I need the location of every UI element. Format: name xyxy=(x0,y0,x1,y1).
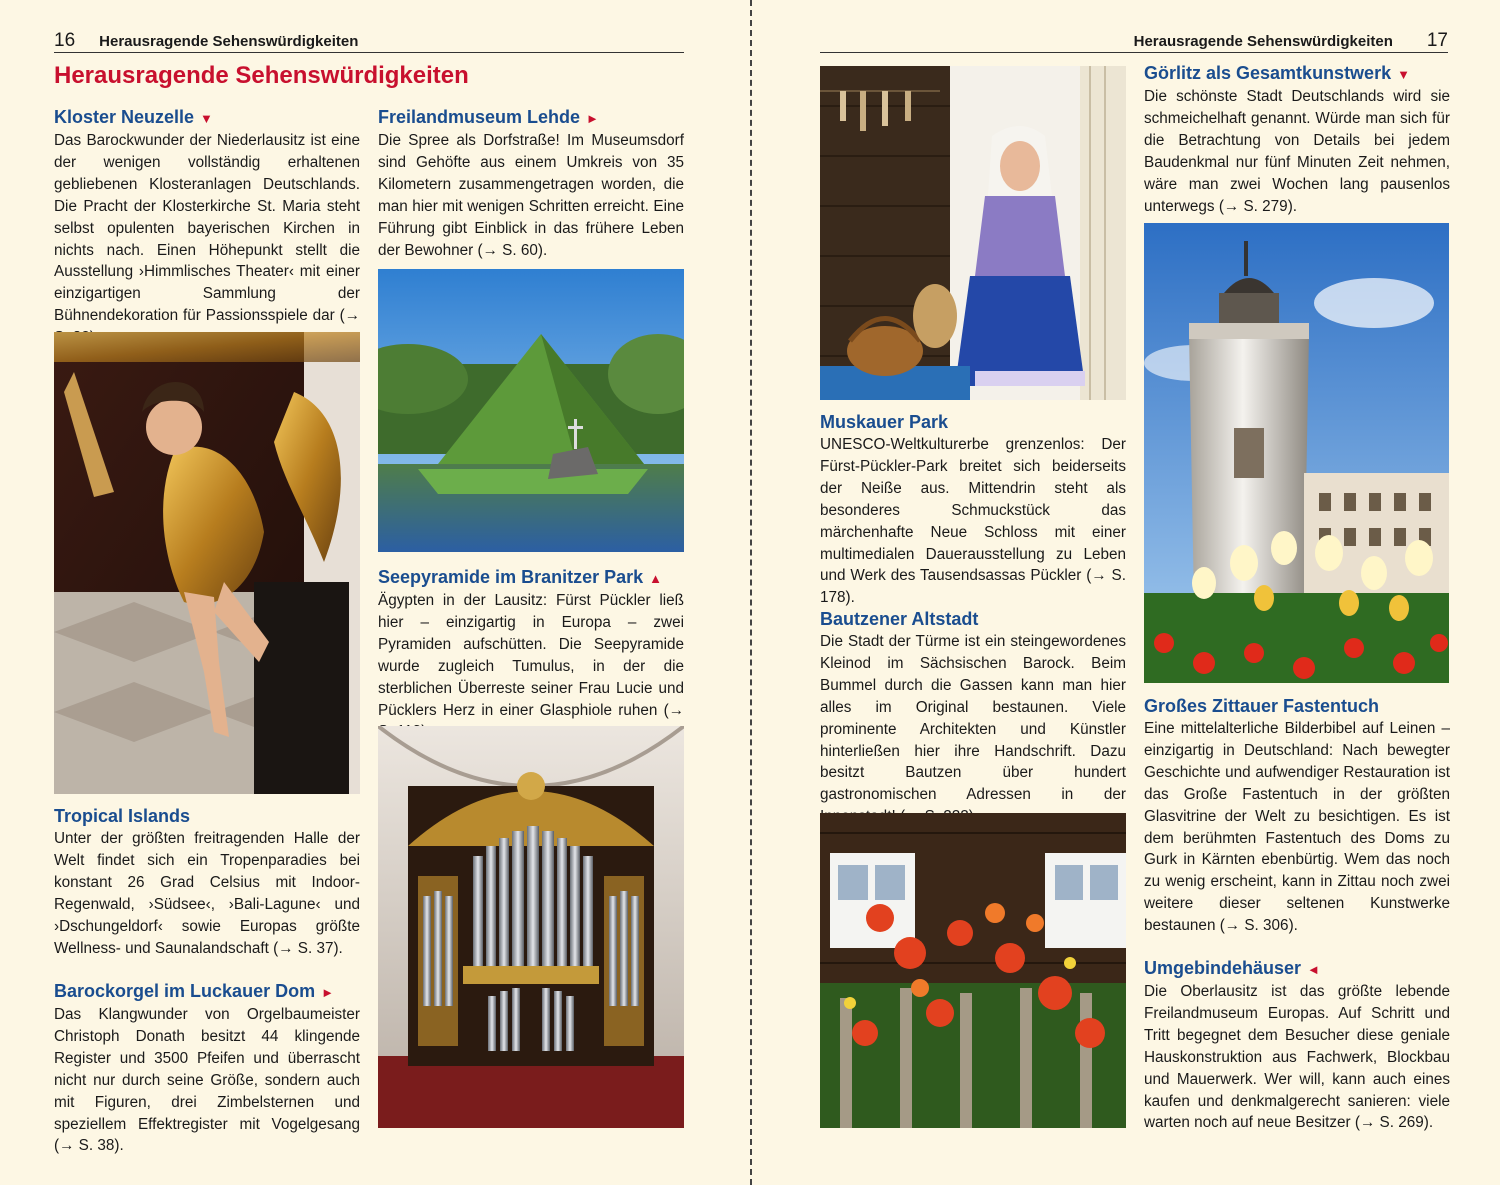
section-text: Das Klangwunder von Orgelbaumeister Christoph Donath besitzt 44 klingende Register und 3500 Pfeifen und überrascht nicht nur durch seine Größe, sondern auch mit Figuren, drei Zimbelsternen und speziellem Effektregister mit Vogelgesang (→ S. 38). xyxy=(54,1006,360,1155)
section-title: Görlitz als Gesamtkunstwerk ▼ xyxy=(1144,63,1410,83)
section-text: Die Stadt der Türme ist ein steingewordenes Kleinod im Sächsischen Barock. Beim Bummel durch die Gassen kann man hier alles im Original bestaunen. Viele prominente Architekten und Künstler hinterließen hier ihre Handschrift. Dazu besitzt Bautzen über hundert gastronomischen Adressen in der xyxy=(820,633,1126,804)
right-page-number: 17 xyxy=(1426,30,1448,51)
section-title: Bautzener Altstadt xyxy=(820,609,979,629)
arrow-left-icon: ◄ xyxy=(1307,962,1320,977)
section-freilandmuseum-lehde xyxy=(378,106,684,261)
right-page xyxy=(750,0,1500,1185)
arrow-right-icon: ► xyxy=(321,985,334,1000)
section-bautzener-altstadt xyxy=(820,608,1126,828)
section-tropical-islands xyxy=(54,805,360,959)
section-umgebindehaeuser xyxy=(1144,957,1450,1134)
section-kloster-neuzelle xyxy=(54,106,360,349)
section-seepyramide xyxy=(378,566,684,743)
section-goerlitz xyxy=(1144,62,1450,217)
section-barockorgel xyxy=(54,980,360,1157)
section-title: Seepyramide im Branitzer Park ▲ xyxy=(378,567,662,587)
section-title: Umgebindehäuser ◄ xyxy=(1144,958,1320,978)
section-title: Tropical Islands xyxy=(54,806,191,826)
barockorgel-photo xyxy=(378,726,684,1128)
section-text: Die schönste Stadt Deutschlands wird sie schmeichelhaft genannt. Würde man sich für die Betrachtung von Details bei jedem Baudenkmal nur fünf Minuten Zeit nehmen, wäre man zwei Wochen lang pausenlos unterwegs (→ S. 279). xyxy=(1144,88,1450,215)
arrow-down-icon: ▼ xyxy=(1397,67,1410,82)
goerlitz-tower-photo xyxy=(1144,223,1449,683)
umgebindehaus-photo xyxy=(820,813,1126,1128)
section-text: Die Oberlausitz ist das größte lebende Freilandmuseum Europas. Auf Schritt und Tritt begegnet dem Besucher diese geniale Hauskonstruktion aus Fachwerk, Blockbau und Mauerwerk. Wer will, kann auch eines kaufen und denkmalgerecht sanieren: viele warten noch auf neue Besitzer (→ S. 269). xyxy=(1144,983,1450,1132)
section-title: Freilandmuseum Lehde ► xyxy=(378,107,599,127)
section-text: Eine mittelalterliche Bilderbibel auf Leinen – einzigartig in Deutschland: Nach bewegter Geschichte und aufwendiger Restauration ist das Große Fastentuch in der größten Glasvitrine der Welt zu besichtigen. Es ist dem berühmten Fastentuch des Doms zu Gurk in Kärnten ebenbürtig. Wem das noch zu wenig erscheint, kann in Zittau noch zwei weitere dieser seltenen Kunstwerke bestaunen (→ S. 306). xyxy=(1144,720,1450,935)
left-header-title: Herausragende Sehenswürdigkeiten xyxy=(99,33,359,50)
right-header-title: Herausragende Sehenswürdigkeiten xyxy=(1133,33,1393,50)
section-zittauer-fastentuch xyxy=(1144,695,1450,937)
chapter-title: Herausragende Sehenswürdigkeiten xyxy=(54,62,469,89)
seepyramide-photo xyxy=(378,269,684,552)
section-muskauer-park xyxy=(820,411,1126,609)
angel-sculpture-photo xyxy=(54,332,360,794)
section-text: Die Spree als Dorfstraße! Im Museumsdorf sind Gehöfte aus einem Umkreis von 35 Kilometern zusammengetragen worden, die man hier mit wenigen Schritten erreicht. Eine Führung gibt Einblick in das frühere Leben der Bewohner (→ S. 60). xyxy=(378,132,684,259)
section-text: Das Barockwunder der Niederlausitz ist eine der wenigen vollständig erhaltenen gebliebenen Klosteranlagen Deutschlands. Die Pracht der Klosterkirche St. Maria steht selbst opulenten bayerischen Kirchen in nichts nach. Einen Höhepunkt stellt die Ausstellung ›Himmlisches Theater‹ mit einer einzigartigen Sammlung der Bühnendekoration für Passionsspiele dar (→ xyxy=(54,132,360,325)
section-title: Barockorgel im Luckauer Dom ► xyxy=(54,981,334,1001)
left-running-header xyxy=(54,30,684,53)
arrow-right-icon: ► xyxy=(586,111,599,126)
freilandmuseum-woman-photo xyxy=(820,66,1126,400)
section-title: Großes Zittauer Fastentuch xyxy=(1144,696,1380,716)
left-page-number: 16 xyxy=(54,30,76,51)
section-title: Kloster Neuzelle ▼ xyxy=(54,107,213,127)
section-text: Ägypten in der Lausitz: Fürst Pückler ließ hier – einzigartig in Europa – zwei Pyramiden aufschütten. Die Seepyramide wurde zugleich Tumulus, in der die sterblichen Überreste seiner Frau Lucie und Pücklers Herz in einer Glasphiole ruhen (→ xyxy=(378,592,684,719)
section-text: UNESCO-Weltkulturerbe grenzenlos: Der Fürst-Pückler-Park breitet sich beiderseits der Neiße aus. Mittendrin steht als besonderes Schmuckstück das märchenhafte Neue Schloss mit einer multimedialen Dauerausstellung zu Leben und Werk des Tausendsassas Pückler (→ S. 178). xyxy=(820,436,1126,607)
right-running-header xyxy=(820,30,1448,53)
arrow-up-icon: ▲ xyxy=(649,571,662,586)
arrow-down-icon: ▼ xyxy=(200,111,213,126)
section-text: Unter der größten freitragenden Halle der Welt findet sich ein Tropenparadies bei konstant 26 Grad Celsius mit Indoor-Regenwald, ›Südsee‹, ›Bali-Lagune‹ und ›Dschungeldorf‹ sowie Europas größte Wellness- und Saunalandschaft (→ S. 37). xyxy=(54,830,360,957)
section-title: Muskauer Park xyxy=(820,412,949,432)
